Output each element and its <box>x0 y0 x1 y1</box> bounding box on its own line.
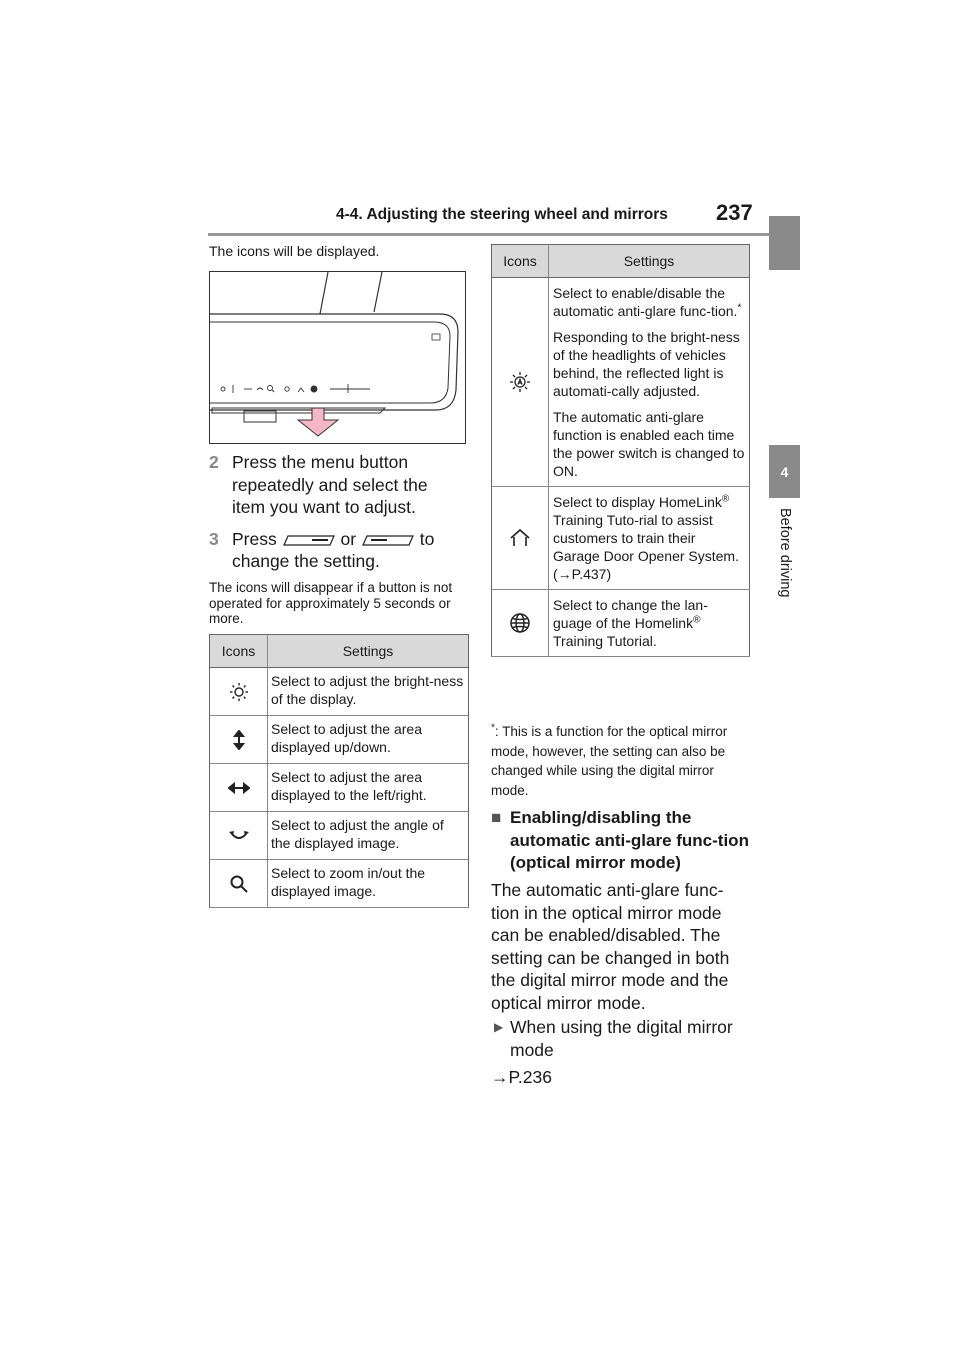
left-right-arrow-icon <box>228 778 250 798</box>
zoom-icon <box>229 874 249 894</box>
sub-item-text: When using the digital mirror mode <box>510 1017 733 1060</box>
page-number: 237 <box>716 200 753 225</box>
page-reference[interactable] <box>491 1066 552 1089</box>
section-header: 4-4. Adjusting the steering wheel and mirrors <box>336 206 668 223</box>
section-bullet: ■ <box>491 808 502 827</box>
table-row <box>492 487 750 590</box>
step-3 <box>209 528 464 571</box>
anti-glare-detail: Responding to the bright-ness of the headlights of vehicles behind, the reflected light is automati-cally adjusted. <box>553 329 740 399</box>
table-row <box>210 764 469 812</box>
intro-text: The icons will be displayed. <box>209 243 380 259</box>
step-3-or-label: or <box>340 529 357 549</box>
table-row <box>210 812 469 860</box>
ref-arrow: → <box>491 1067 509 1087</box>
icons-table-right <box>491 244 750 657</box>
anti-glare-desc: Select to enable/disable the automatic anti-glare func-tion. <box>553 285 738 319</box>
col-header-settings: Settings <box>549 245 750 278</box>
step-3-press-label: Press <box>232 529 277 549</box>
registered-mark: ® <box>693 614 701 626</box>
anti-glare-default: The automatic anti-glare function is enabled each time the power switch is changed to ON. <box>553 409 745 479</box>
section-body: The automatic anti-glare func-tion in the optical mirror mode can be enabled/disabled. The setting can be changed in both the digital mirror mode and the optical mirror mode. <box>491 880 730 1013</box>
homelink-desc-b: Training Tuto-rial to assist customers to train their Garage Door Opener System. ( <box>553 512 739 582</box>
setting-text: Select to adjust the area displayed up/down. <box>268 716 469 764</box>
footnote-text: : This is a function for the optical mirror mode, however, the setting can also be changed while using the digital mirror mode. <box>491 724 728 798</box>
col-header-settings: Settings <box>268 635 469 668</box>
header-divider <box>208 233 800 236</box>
button-left-icon <box>282 533 336 547</box>
setting-text: Select to adjust the angle of the displayed image. <box>268 812 469 860</box>
footnote <box>491 722 749 800</box>
setting-text: Select to adjust the area displayed to the left/right. <box>268 764 469 812</box>
up-down-arrow-icon <box>229 730 249 750</box>
homelink-desc-a: Select to display HomeLink <box>553 494 722 510</box>
step-2 <box>209 451 464 517</box>
ref-page: P.236 <box>508 1067 552 1087</box>
timeout-note: The icons will disappear if a button is not operated for approximately 5 seconds or more. <box>209 580 453 626</box>
table-row <box>492 278 750 487</box>
side-tab-marker <box>769 216 800 270</box>
section-title: Enabling/disabling the automatic anti-glare func-tion (optical mirror mode) <box>510 808 749 872</box>
table-row <box>492 590 750 657</box>
step-3-continuation: change the setting. <box>232 551 380 571</box>
page-ref-link[interactable]: P.437) <box>571 566 612 582</box>
col-header-icons: Icons <box>492 245 549 278</box>
auto-anti-glare-icon <box>509 371 531 393</box>
step-3-to-label: to <box>419 529 435 549</box>
icons-table-left <box>209 634 469 908</box>
button-right-icon <box>361 533 415 547</box>
home-icon <box>509 528 531 548</box>
step-3-number: 3 <box>209 529 219 549</box>
step-2-text: Press the menu button repeatedly and select the item you want to adjust. <box>232 452 428 517</box>
footnote-star: * <box>491 722 495 734</box>
chapter-label: Before driving <box>777 508 793 598</box>
setting-text: Select to adjust the bright-ness of the display. <box>268 668 469 716</box>
triangle-bullet-icon: ▶ <box>494 1020 504 1034</box>
setting-text: Select to zoom in/out the displayed image. <box>268 860 469 908</box>
table-row <box>210 668 469 716</box>
language-desc-a: Select to change the lan-guage of the Homelink <box>553 597 708 631</box>
brightness-icon <box>229 682 249 702</box>
chapter-number: 4 <box>769 445 800 498</box>
col-header-icons: Icons <box>210 635 268 668</box>
angle-adjust-icon <box>228 826 250 846</box>
language-desc-b: Training Tutorial. <box>553 633 657 649</box>
globe-icon <box>509 612 531 634</box>
step-2-number: 2 <box>209 452 219 472</box>
table-row <box>210 716 469 764</box>
registered-mark: ® <box>721 493 730 505</box>
arrow-glyph: → <box>557 566 572 582</box>
table-row <box>210 860 469 908</box>
mirror-illustration <box>209 271 466 444</box>
footnote-marker: * <box>737 302 742 314</box>
